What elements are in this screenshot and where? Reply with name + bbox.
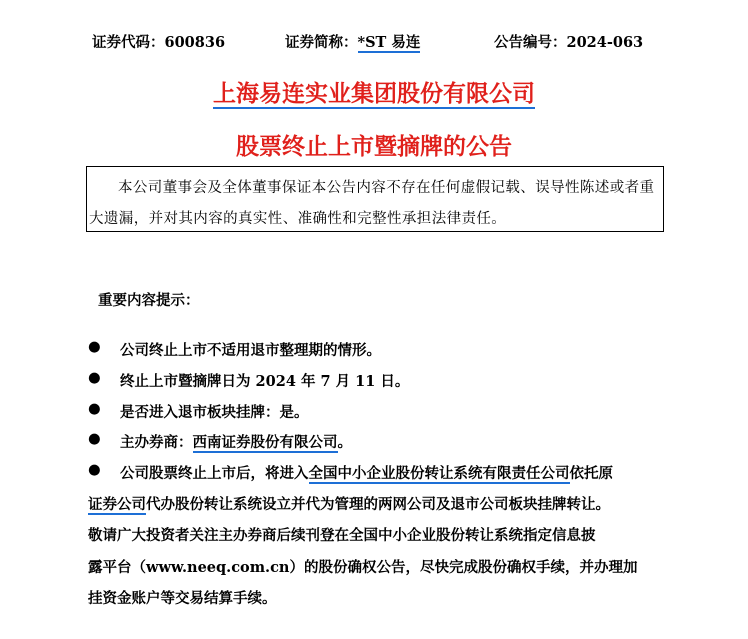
security-abbreviation-label: 证券简称： [285,34,358,51]
delisting-prefix: 公司股票终止上市后，将进入 [120,465,309,482]
list-item-text: 公司终止上市不适用退市整理期的情形。 [120,342,381,359]
sponsor-broker-name: 西南证券股份有限公司 [192,434,338,451]
continuation-text: 代办股份转让系统设立并代为管理的两网公司及退市公司板块挂牌转让。 [146,496,610,513]
important-notes-heading: 重要内容提示： [98,292,200,309]
list-item-text [120,431,352,452]
securities-company-text: 证券公司 [88,496,146,513]
list-item-continuation [88,493,610,514]
bullet-icon: ● [88,431,101,447]
list-item-text: 是否进入退市板块挂牌：是。 [120,404,309,421]
neeq-company-name: 全国中小企业股份转让系统有限责任公司 [308,465,570,482]
list-item-text: 终止上市暨摘牌日为 2024 年 7 月 11 日。 [120,373,410,390]
list-item-continuation: 露平台（www.neeq.com.cn）的股份确权公告，尽快完成股份确权手续，并办理加 [88,559,638,576]
security-code: 证券代码：600836 [92,34,226,51]
announcement-number: 公告编号：2024-063 [494,34,644,51]
bullet-icon: ● [88,401,101,417]
delisting-suffix: 依托原 [569,465,613,482]
bullet-icon: ● [88,339,101,355]
bullet-icon: ● [88,462,101,478]
sponsor-broker-suffix: 。 [337,434,352,451]
list-item-continuation: 挂资金账户等交易结算手续。 [88,590,277,607]
company-name: 上海易连实业集团股份有限公司 [213,81,535,107]
disclaimer-text: 本公司董事会及全体董事保证本公告内容不存在任何虚假记载、误导性陈述或者重大遗漏，并对其内容的真实性、准确性和完整性承担法律责任。 [89,180,655,227]
list-item-text [120,462,613,483]
sponsor-broker-label: 主办券商： [120,434,193,451]
security-abbreviation-value: *ST 易连 [357,34,421,51]
announcement-title: 股票终止上市暨摘牌的公告 [236,134,512,160]
list-item-continuation: 敬请广大投资者关注主办券商后续刊登在全国中小企业股份转让系统指定信息披 [88,527,596,544]
bullet-icon: ● [88,370,101,386]
